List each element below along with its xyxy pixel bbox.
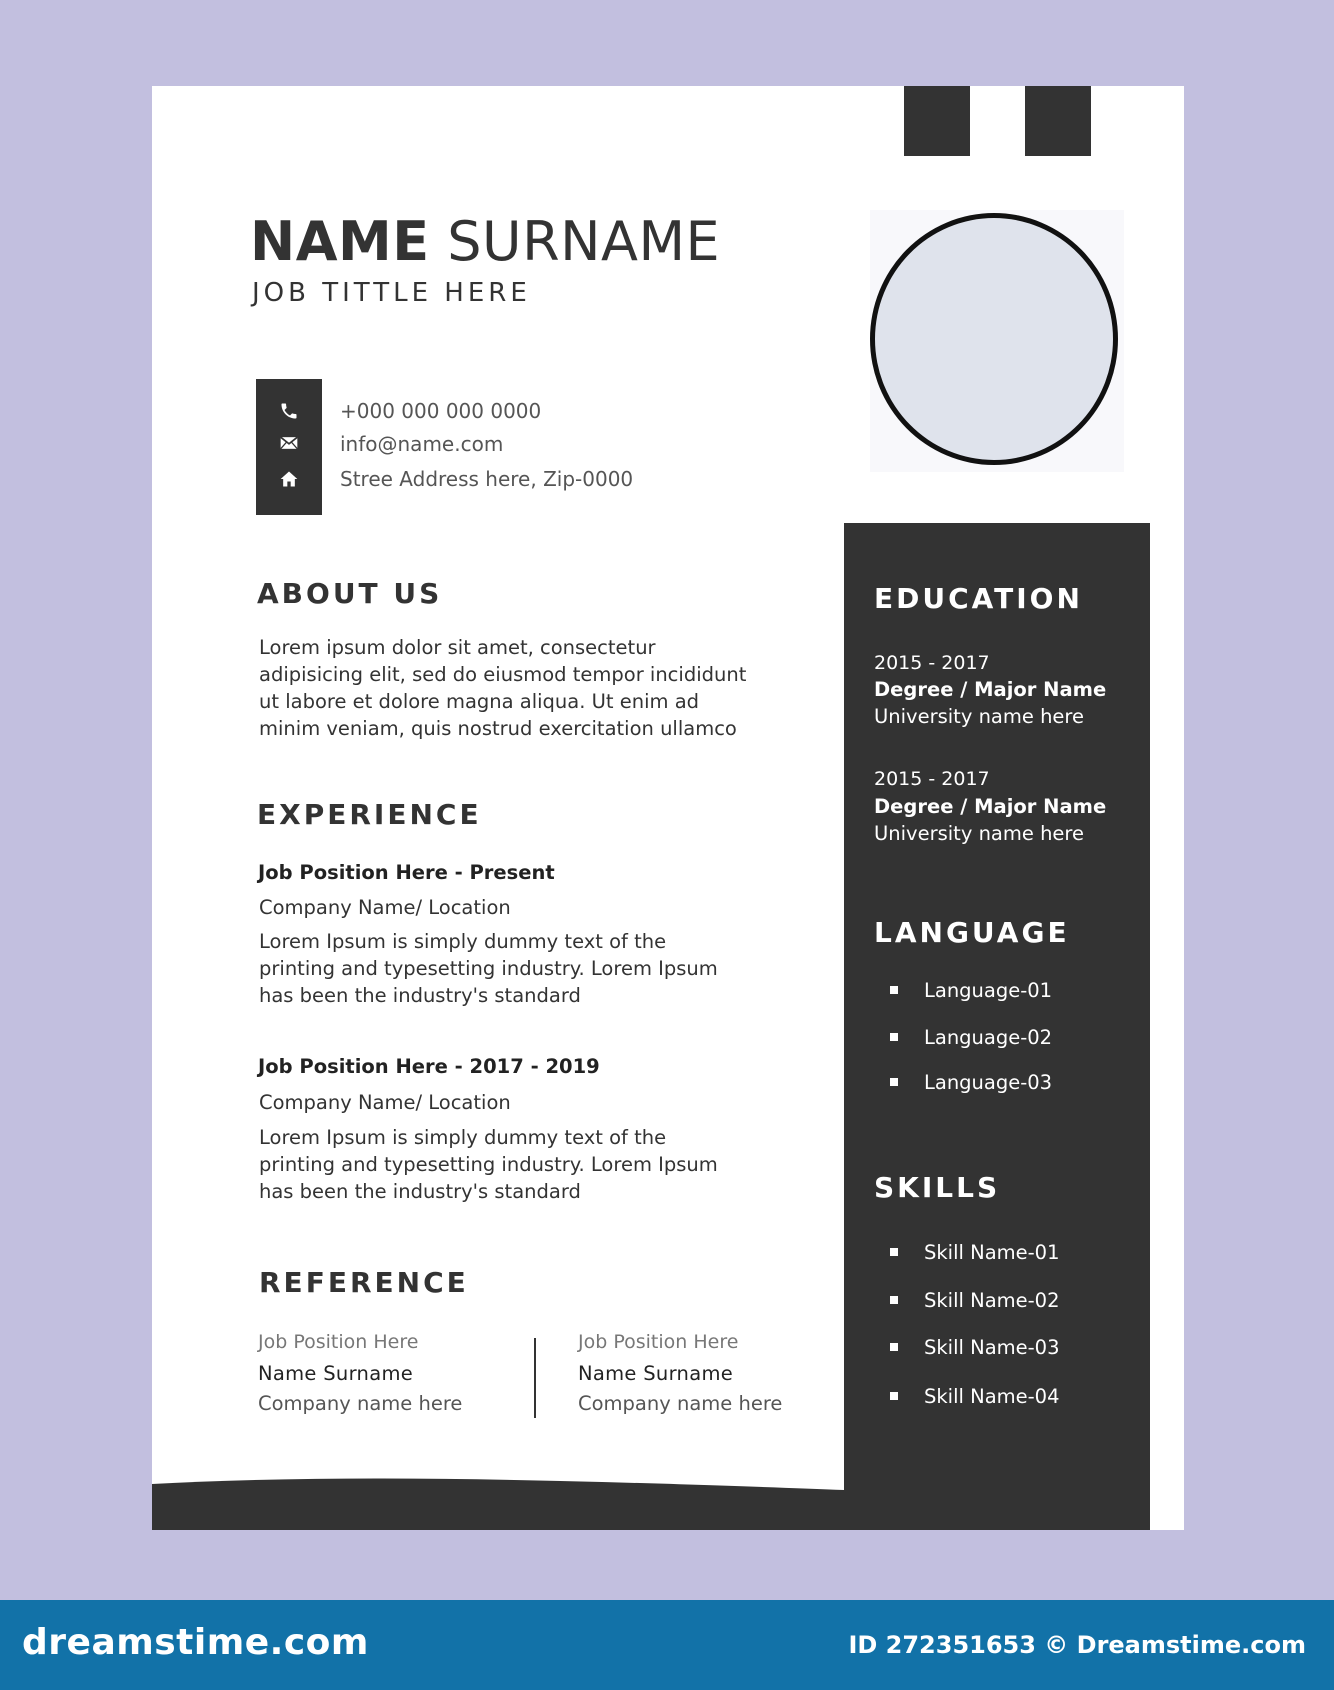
- education-2-degree: Degree / Major Name: [874, 795, 1107, 818]
- job-title: JOB TITTLE HERE: [252, 278, 531, 308]
- reference-2-name: Name Surname: [578, 1362, 734, 1385]
- mail-icon: [279, 433, 299, 453]
- bullet-icon: [890, 1033, 898, 1041]
- first-name: NAME: [250, 210, 430, 273]
- about-line: minim veniam, quis nostrud exercitation ullamco: [259, 717, 737, 740]
- top-tab-left: [904, 86, 970, 156]
- about-text: [259, 634, 746, 742]
- skill-label: Skill Name-03: [924, 1336, 1060, 1359]
- bullet-icon: [890, 986, 898, 994]
- reference-2-position: Job Position Here: [578, 1331, 739, 1353]
- skill-item: [890, 1336, 1060, 1359]
- experience-line: printing and typesetting industry. Lorem Ipsum: [259, 1153, 718, 1176]
- language-label: Language-02: [924, 1026, 1053, 1049]
- reference-1-position: Job Position Here: [258, 1331, 419, 1353]
- experience-line: Lorem Ipsum is simply dummy text of the: [259, 1126, 667, 1149]
- education-1-university: University name here: [874, 705, 1085, 728]
- skill-label: Skill Name-01: [924, 1241, 1060, 1264]
- resume-page: [152, 86, 1184, 1530]
- education-2-years: 2015 - 2017: [874, 768, 990, 790]
- language-heading: LANGUAGE: [874, 916, 1070, 949]
- email-text: info@name.com: [340, 432, 504, 456]
- about-line: Lorem ipsum dolor sit amet, consectetur: [259, 636, 656, 659]
- phone-text: +000 000 000 0000: [340, 399, 542, 423]
- language-item: [890, 1026, 1052, 1049]
- experience-line: Lorem Ipsum is simply dummy text of the: [259, 930, 667, 953]
- dreamstime-logo: dreamstime.com: [22, 1622, 369, 1663]
- experience-line: has been the industry's standard: [259, 1180, 581, 1203]
- stock-footer: [0, 1600, 1334, 1690]
- language-label: Language-03: [924, 1071, 1053, 1094]
- skill-item: [890, 1241, 1060, 1264]
- top-tab-right: [1025, 86, 1091, 156]
- reference-divider: [534, 1338, 536, 1418]
- experience-line: has been the industry's standard: [259, 984, 581, 1007]
- education-2-university: University name here: [874, 822, 1085, 845]
- experience-2-company: Company Name/ Location: [259, 1091, 511, 1114]
- reference-1-name: Name Surname: [258, 1362, 414, 1385]
- skills-heading: SKILLS: [874, 1171, 1001, 1204]
- experience-2-description: [259, 1124, 718, 1205]
- skill-label: Skill Name-02: [924, 1289, 1060, 1312]
- experience-2-position: Job Position Here - 2017 - 2019: [258, 1055, 600, 1078]
- bottom-wave: [152, 1476, 844, 1530]
- education-heading: EDUCATION: [874, 582, 1083, 615]
- about-heading: ABOUT US: [257, 577, 443, 610]
- bullet-icon: [890, 1248, 898, 1256]
- reference-heading: REFERENCE: [259, 1266, 469, 1299]
- resume-name: [250, 210, 720, 273]
- contact-icon-bar: [256, 379, 322, 515]
- about-line: adipisicing elit, sed do eiusmod tempor incididunt: [259, 663, 747, 686]
- education-1-years: 2015 - 2017: [874, 652, 990, 674]
- experience-line: printing and typesetting industry. Lorem Ipsum: [259, 957, 718, 980]
- experience-1-position: Job Position Here - Present: [258, 861, 555, 884]
- address-text: Stree Address here, Zip-0000: [340, 467, 634, 491]
- experience-1-company: Company Name/ Location: [259, 896, 511, 919]
- experience-heading: EXPERIENCE: [257, 798, 482, 831]
- phone-icon: [279, 401, 299, 421]
- bullet-icon: [890, 1296, 898, 1304]
- education-1-degree: Degree / Major Name: [874, 678, 1107, 701]
- language-label: Language-01: [924, 979, 1053, 1002]
- reference-2-company: Company name here: [578, 1392, 783, 1415]
- last-name: SURNAME: [447, 210, 721, 273]
- home-icon: [279, 469, 299, 489]
- skill-item: [890, 1385, 1060, 1408]
- skill-label: Skill Name-04: [924, 1385, 1060, 1408]
- experience-1-description: [259, 928, 718, 1009]
- bullet-icon: [890, 1392, 898, 1400]
- bullet-icon: [890, 1343, 898, 1351]
- bullet-icon: [890, 1078, 898, 1086]
- sidebar: [844, 523, 1150, 1530]
- language-item: [890, 1071, 1052, 1094]
- stock-id: ID 272351653 © Dreamstime.com: [848, 1631, 1306, 1659]
- reference-1-company: Company name here: [258, 1392, 463, 1415]
- profile-photo-placeholder: [870, 213, 1118, 465]
- skill-item: [890, 1289, 1060, 1312]
- language-item: [890, 979, 1052, 1002]
- about-line: ut labore et dolore magna aliqua. Ut enim ad: [259, 690, 700, 713]
